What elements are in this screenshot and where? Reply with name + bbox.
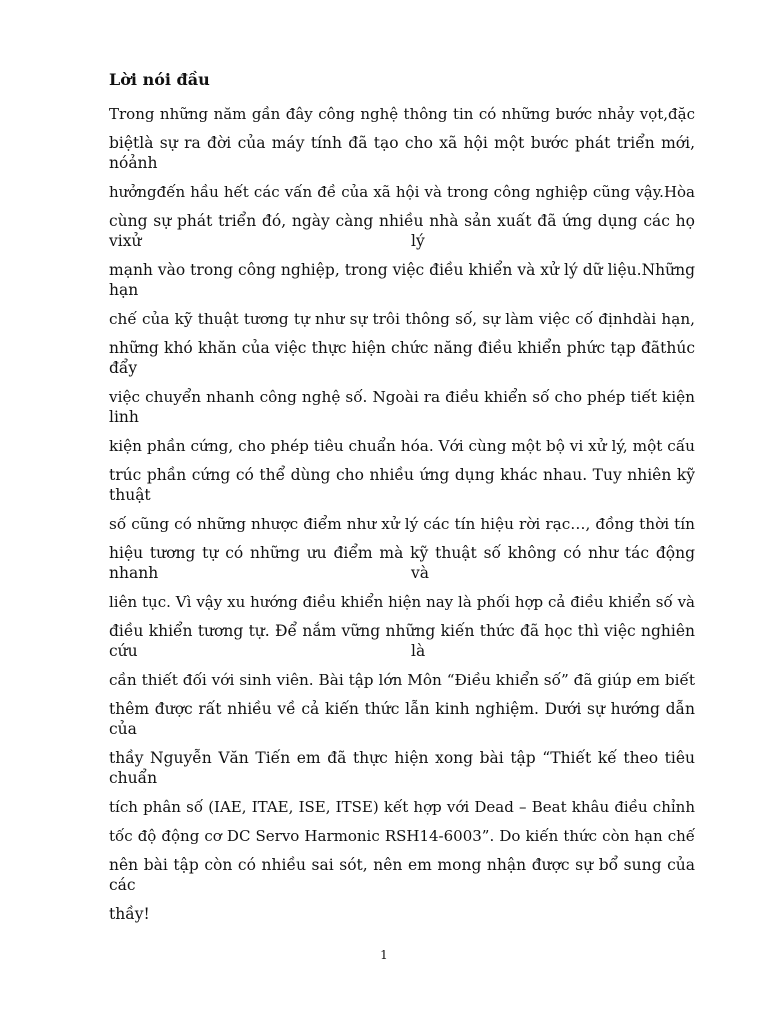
paragraph-line: tích phân số (IAE, ITAE, ISE, ITSE) kết hợp với Dead – Beat khâu điều chỉnh bbox=[109, 798, 695, 816]
paragraph-line-continuation: các bbox=[109, 876, 136, 894]
paragraph-line-continuation: linh bbox=[109, 408, 139, 426]
page-number: 1 bbox=[380, 948, 388, 962]
paragraph-line: thầy Nguyễn Văn Tiến em đã thực hiện xong bài tập “Thiết kế theo tiêu bbox=[109, 749, 695, 767]
paragraph-line: hiệu tương tự có những ưu điểm mà kỹ thuật số không có như tác động bbox=[109, 544, 695, 562]
paragraph-line: Trong những năm gần đây công nghệ thông tin có những bước nhảy vọt,đặc bbox=[109, 105, 695, 123]
paragraph-line-continuation bbox=[109, 641, 695, 661]
paragraph-line: thầy! bbox=[109, 905, 150, 923]
paragraph-line: nên bài tập còn có nhiều sai sót, nên em mong nhận được sự bổ sung của bbox=[109, 856, 695, 874]
paragraph-line: tốc độ động cơ DC Servo Harmonic RSH14-6003”. Do kiến thức còn hạn chế bbox=[109, 827, 695, 845]
paragraph-line: thêm được rất nhiều về cả kiến thức lẫn kinh nghiệm. Dưới sự hướng dẫn bbox=[109, 700, 695, 718]
paragraph-line-continuation bbox=[109, 563, 695, 583]
paragraph-line-continuation: hạn bbox=[109, 281, 139, 299]
paragraph-line: cùng sự phát triển đó, ngày càng nhiều nhà sản xuất đã ứng dụng các họ bbox=[109, 212, 695, 230]
continuation-word: và bbox=[411, 564, 429, 582]
continuation-word: nhanh bbox=[109, 564, 159, 582]
paragraph-line: điều khiển tương tự. Để nắm vững những kiến thức đã học thì việc nghiên bbox=[109, 622, 695, 640]
paragraph-line: hưởngđến hầu hết các vấn đề của xã hội và trong công nghiệp cũng vậy.Hòa bbox=[109, 183, 695, 201]
paragraph-line: liên tục. Vì vậy xu hướng điều khiển hiện nay là phối hợp cả điều khiển số và bbox=[109, 593, 695, 611]
paragraph-line-continuation: đẩy bbox=[109, 359, 138, 377]
paragraph-line: trúc phần cứng có thể dùng cho nhiều ứng dụng khác nhau. Tuy nhiên kỹ bbox=[109, 466, 695, 484]
paragraph-line-continuation: chuẩn bbox=[109, 769, 158, 787]
paragraph-line: những khó khăn của việc thực hiện chức năng điều khiển phức tạp đãthúc bbox=[109, 339, 695, 357]
continuation-word: cứu bbox=[109, 642, 138, 660]
paragraph-line-continuation: nóảnh bbox=[109, 154, 158, 172]
paragraph-line: việc chuyển nhanh công nghệ số. Ngoài ra điều khiển số cho phép tiết kiện bbox=[109, 388, 695, 406]
document-title: Lời nói đầu bbox=[109, 70, 210, 89]
continuation-word: lý bbox=[411, 232, 425, 250]
document-body bbox=[109, 104, 695, 933]
paragraph-line-continuation: của bbox=[109, 720, 137, 738]
paragraph-line: cần thiết đối với sinh viên. Bài tập lớn Môn “Điều khiển số” đã giúp em biết bbox=[109, 671, 695, 689]
continuation-word: là bbox=[411, 642, 426, 660]
paragraph-line: biệtlà sự ra đời của máy tính đã tạo cho xã hội một bước phát triển mới, bbox=[109, 134, 695, 152]
paragraph-line: số cũng có những nhược điểm như xử lý các tín hiệu rời rạc…, đồng thời tín bbox=[109, 515, 695, 533]
paragraph-line: kiện phần cứng, cho phép tiêu chuẩn hóa. Với cùng một bộ vi xử lý, một cấu bbox=[109, 437, 695, 455]
paragraph-line: mạnh vào trong công nghiệp, trong việc điều khiển và xử lý dữ liệu.Những bbox=[109, 261, 695, 279]
continuation-word: vixử bbox=[109, 232, 142, 250]
paragraph-line: chế của kỹ thuật tương tự như sự trôi thông số, sự làm việc cố địnhdài hạn, bbox=[109, 310, 695, 328]
paragraph-line-continuation bbox=[109, 231, 695, 251]
paragraph-line-continuation: thuật bbox=[109, 486, 151, 504]
